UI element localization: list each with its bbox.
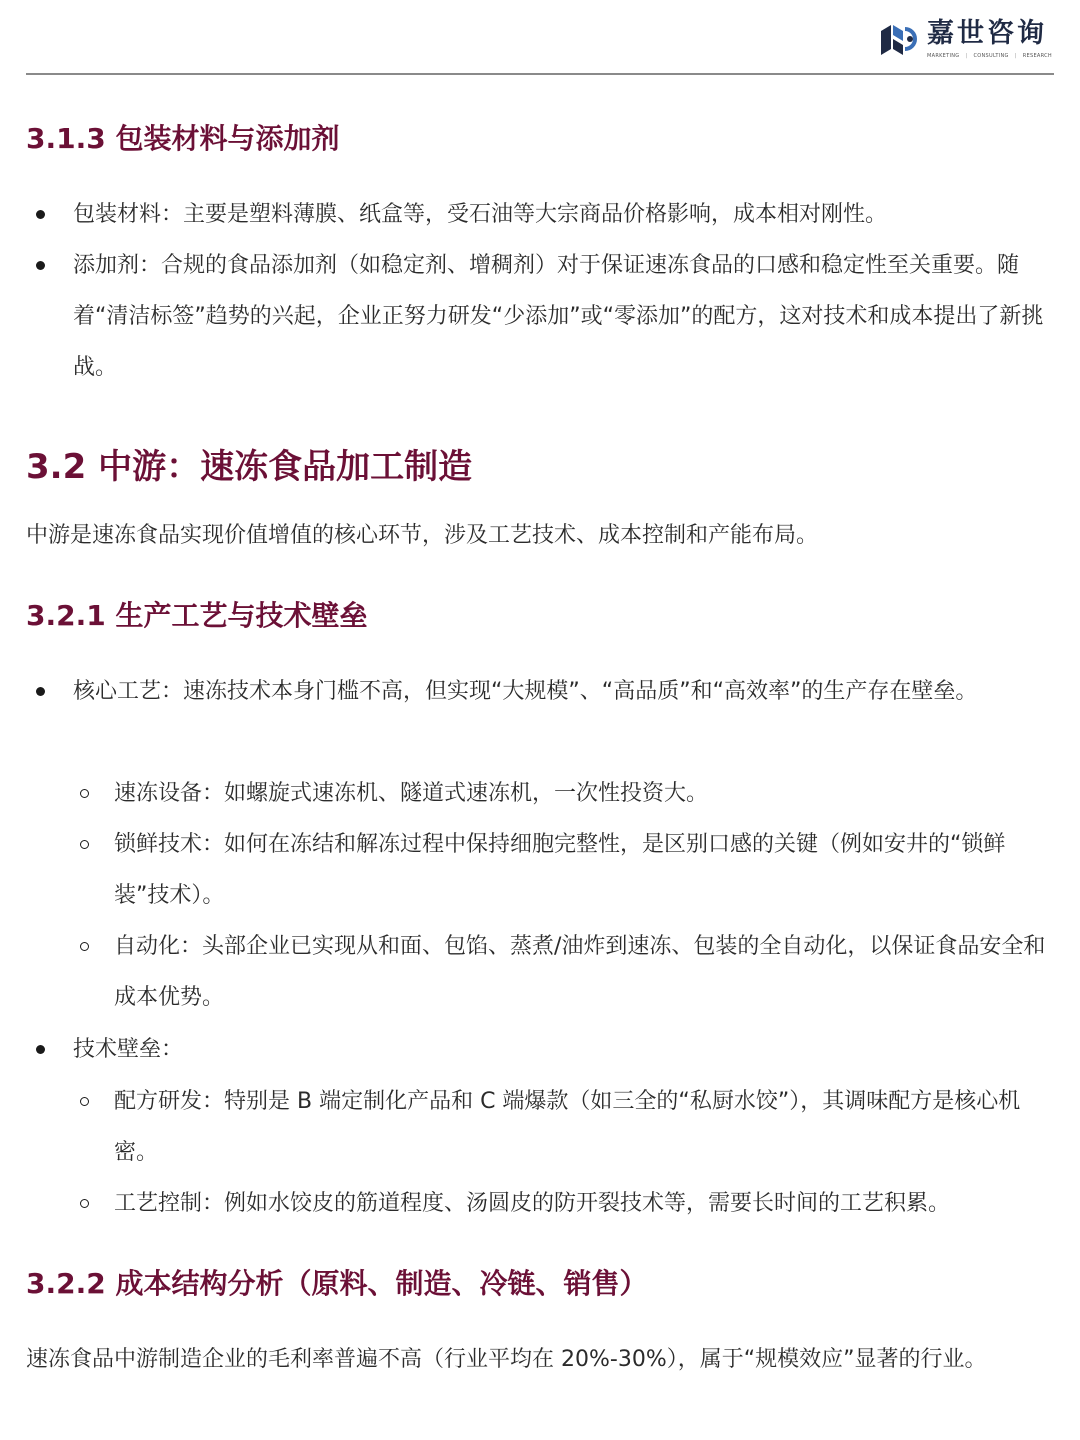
bullet-circle-icon	[80, 1199, 89, 1208]
sub-list-item	[80, 1178, 1056, 1229]
sub-list-item-text: 速冻设备：如螺旋式速冻机、隧道式速冻机，一次性投资大。	[114, 781, 709, 806]
sub-list-item-text: 配方研发：特别是 B 端定制化产品和 C 端爆款（如三全的“私厨水饺”），其调味配方是核心机密。	[114, 1089, 1021, 1165]
brand-tagline	[927, 53, 1052, 59]
page-header	[0, 0, 1080, 76]
brand-tagline-item: RESEARCH	[1022, 53, 1052, 59]
list-item	[36, 666, 1056, 717]
brand-tagline-separator: |	[1014, 53, 1017, 59]
bullet-circle-icon	[80, 840, 89, 849]
bullet-dot-icon	[36, 1045, 45, 1054]
sub-list-item-text: 工艺控制：例如水饺皮的筋道程度、汤圆皮的防开裂技术等，需要长时间的工艺积累。	[114, 1191, 951, 1216]
header-divider	[26, 73, 1054, 75]
paragraph: 速冻食品中游制造企业的毛利率普遍不高（行业平均在 20%-30%），属于“规模效应”显著的行业。	[26, 1347, 987, 1372]
bullet-dot-icon	[36, 687, 45, 696]
jiashi-logo-icon	[877, 19, 917, 59]
sub-list-item	[80, 921, 1056, 1023]
brand-tagline-separator: |	[965, 53, 968, 59]
brand-name: 嘉世咨询	[926, 18, 1047, 49]
sub-list-item	[80, 768, 1056, 819]
section-heading-3-2-2: 3.2.2 成本结构分析（原料、制造、冷链、销售）	[26, 1267, 648, 1300]
sub-list-item	[80, 819, 1056, 921]
section-heading-3-2-1: 3.2.1 生产工艺与技术壁垒	[26, 599, 368, 632]
bullet-circle-icon	[80, 942, 89, 951]
list-item-text: 包装材料：主要是塑料薄膜、纸盒等，受石油等大宗商品价格影响，成本相对刚性。	[73, 202, 888, 227]
list-item	[36, 1024, 1056, 1075]
bullet-dot-icon	[36, 261, 45, 270]
list-item	[36, 240, 1056, 393]
section-heading-3-2: 3.2 中游：速冻食品加工制造	[26, 447, 473, 487]
list-item-text: 技术壁垒：	[73, 1037, 184, 1062]
bullet-circle-icon	[80, 1097, 89, 1106]
brand-tagline-item: CONSULTING	[973, 53, 1009, 59]
list-item	[36, 189, 1056, 240]
sub-list-item-text: 锁鲜技术：如何在冻结和解冻过程中保持细胞完整性，是区别口感的关键（例如安井的“锁鲜装”技术）。	[114, 832, 1006, 908]
sub-list-item-text: 自动化：头部企业已实现从和面、包馅、蒸煮/油炸到速冻、包装的全自动化，以保证食品安全和成本优势。	[114, 934, 1046, 1010]
section-heading-3-1-3: 3.1.3 包装材料与添加剂	[26, 122, 340, 155]
brand	[877, 18, 1052, 59]
bullet-circle-icon	[80, 789, 89, 798]
bullet-dot-icon	[36, 210, 45, 219]
paragraph: 中游是速冻食品实现价值增值的核心环节，涉及工艺技术、成本控制和产能布局。	[26, 523, 819, 548]
list-item-text: 添加剂：合规的食品添加剂（如稳定剂、增稠剂）对于保证速冻食品的口感和稳定性至关重要。随着“清洁标签”趋势的兴起，企业正努力研发“少添加”或“零添加”的配方，这对技术和成本提出了新挑战。	[73, 253, 1044, 380]
list-item-text: 核心工艺：速冻技术本身门槛不高，但实现“大规模”、“高品质”和“高效率”的生产存在壁垒。	[73, 679, 978, 704]
sub-list-item	[80, 1076, 1056, 1178]
brand-tagline-item: MARKETING	[926, 53, 960, 59]
